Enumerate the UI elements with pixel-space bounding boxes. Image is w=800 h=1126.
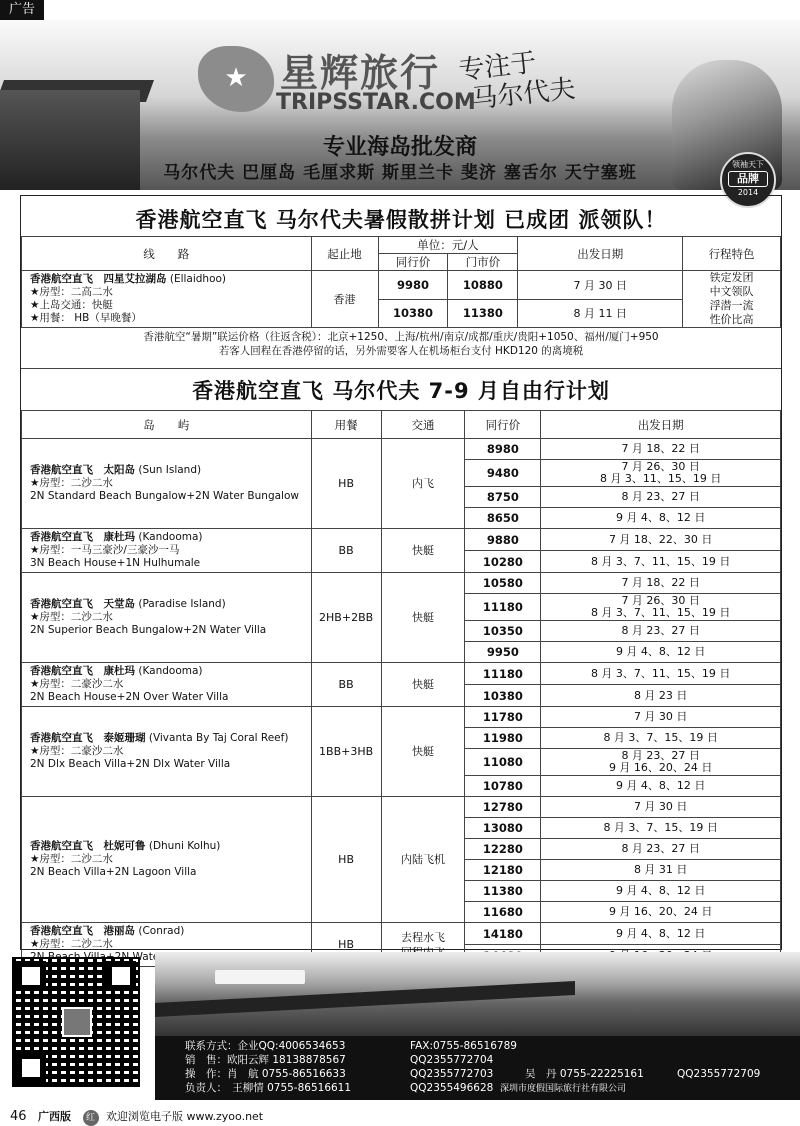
island-cell bbox=[22, 439, 312, 529]
island-name: 香港航空直飞 天堂岛 bbox=[30, 598, 135, 610]
peer-price: 11080 bbox=[465, 749, 541, 776]
col-meal: 用餐 bbox=[311, 411, 381, 439]
footer-photo bbox=[155, 952, 800, 1036]
depart-date: 8 月 3、7、15、19 日 bbox=[541, 728, 781, 749]
island-detail: Water bbox=[132, 951, 164, 963]
peer-price: 12180 bbox=[465, 860, 541, 881]
island-en: (Dhuni Kolhu) bbox=[148, 840, 221, 852]
section1-title: 香港航空直飞 马尔代夫暑假散拼计划 已成团 派领队！ bbox=[135, 208, 667, 232]
transport-cell: 去程水飞 bbox=[381, 923, 465, 967]
depart-date: 7 月 18、22、30 日 bbox=[541, 529, 781, 551]
qr-code[interactable] bbox=[12, 957, 140, 1087]
island-cell bbox=[22, 663, 312, 707]
feature-item: 浮潜一流 bbox=[709, 299, 754, 312]
destinations: 马尔代夫 巴厘岛 毛厘求斯 斯里兰卡 斐济 塞舌尔 天宁塞班 bbox=[163, 163, 637, 183]
slogan-line2: 马尔代夫 bbox=[470, 74, 577, 115]
island-detail: 2N Beach Villa+2N Lagoon Villa bbox=[30, 866, 197, 878]
badge-mid: 品牌 bbox=[728, 171, 768, 187]
site-link[interactable]: 欢迎浏览电子版 www.zyoo.net bbox=[106, 1110, 264, 1123]
contact-manager-qq: QQ2355496628 bbox=[410, 1082, 494, 1094]
feature-item: 铁定发团 bbox=[709, 271, 754, 284]
depart-date: 7 月 18、22 日 bbox=[541, 439, 781, 460]
island-en: (Paradise Island) bbox=[138, 598, 226, 610]
meal-cell: 1BB+3HB bbox=[311, 707, 381, 797]
meal-cell: HB bbox=[311, 797, 381, 923]
depart-date: 7 月 26、30 日 8 月 3、11、15、19 日 bbox=[541, 460, 781, 487]
island-cell bbox=[22, 707, 312, 797]
badge-top: 领袖天下 bbox=[732, 160, 764, 169]
island-name: 香港航空直飞 泰姬珊瑚 bbox=[30, 732, 146, 744]
depart-date: 8 月 31 日 bbox=[541, 860, 781, 881]
feature-item: 中文领队 bbox=[709, 285, 754, 298]
col-feature: 行程特色 bbox=[683, 237, 781, 271]
island-room: ★房型：二豪沙二水 bbox=[30, 678, 124, 690]
island-cell bbox=[22, 797, 312, 923]
peer-price: 9980 bbox=[378, 271, 448, 300]
peer-price: 11680 bbox=[465, 902, 541, 923]
slogan-line1: 专注于 bbox=[457, 47, 538, 86]
contact-ops-qq: QQ2355772703 bbox=[410, 1068, 494, 1080]
depart-date: 8 月 23 日 bbox=[541, 685, 781, 707]
peer-price: 9480 bbox=[465, 460, 541, 487]
peer-price: 8750 bbox=[465, 487, 541, 508]
meal-cell: BB bbox=[311, 663, 381, 707]
island-detail: 2N Superior Beach Bungalow+2N Water Villa bbox=[30, 624, 267, 636]
retail-price: 11380 bbox=[448, 299, 518, 328]
island-en: (Sun Island) bbox=[138, 464, 202, 476]
island-name: 香港航空直飞 康杜玛 bbox=[30, 531, 135, 543]
island-cell bbox=[22, 573, 312, 663]
island-detail: 2N Standard Beach Bungalow+2N Water Bungalow bbox=[30, 490, 299, 502]
peer-price: 13080 bbox=[465, 818, 541, 839]
depart-date: 8 月 3、7、11、15、19 日 bbox=[541, 663, 781, 685]
star-logo-icon: ★ bbox=[198, 46, 274, 112]
transport-cell: 快艇 bbox=[381, 573, 465, 663]
island-detail: 2N Beach House+2N Over Water Villa bbox=[30, 691, 229, 703]
peer-price: 10350 bbox=[465, 621, 541, 642]
section1-table bbox=[21, 236, 781, 328]
contact-block bbox=[155, 1036, 800, 1100]
island-room: ★房型：一马三豪沙/三豪沙一马 bbox=[30, 544, 180, 556]
route-room: ★房型：二高二水 bbox=[30, 286, 113, 298]
peer-price: 8980 bbox=[465, 439, 541, 460]
depart-date: 8 月 23、27 日 bbox=[541, 487, 781, 508]
depart-date: 9 月 16、20、24 日 bbox=[541, 902, 781, 923]
peer-price: 14180 bbox=[465, 923, 541, 945]
meal-cell: HB bbox=[311, 923, 381, 967]
qr-finder bbox=[16, 961, 46, 991]
edition-circle-icon: 红 bbox=[83, 1110, 99, 1126]
brand-name-cn: 星辉旅行 bbox=[280, 51, 441, 95]
qr-finder bbox=[16, 1053, 46, 1083]
meal-cell: BB bbox=[311, 529, 381, 573]
retail-price: 10880 bbox=[448, 271, 518, 300]
edition: 广西版 bbox=[38, 1110, 72, 1123]
depart-date: 8 月 23、27 日 9 月 16、20、24 日 bbox=[541, 749, 781, 776]
ad-label: 广告 bbox=[0, 0, 44, 20]
contact-ops2: 吴 丹 0755-22225161 bbox=[525, 1068, 644, 1080]
peer-price: 10380 bbox=[378, 299, 448, 328]
peer-price: 12780 bbox=[465, 797, 541, 818]
transport-cell: 快艇 bbox=[381, 663, 465, 707]
peer-price: 10380 bbox=[465, 685, 541, 707]
contact-sales: 销 售：欧阳云辉 18138878567 bbox=[185, 1054, 346, 1066]
depart-date: 8 月 3、7、15、19 日 bbox=[541, 818, 781, 839]
depart-date: 7 月 18、22 日 bbox=[541, 573, 781, 594]
depart-date: 7 月 30 日 bbox=[541, 707, 781, 728]
route-meal: ★用餐： HB（早晚餐） bbox=[30, 312, 142, 324]
itinerary-box bbox=[20, 195, 782, 963]
route-transfer: ★上岛交通：快艇 bbox=[30, 299, 113, 311]
col-route: 线 路 bbox=[22, 237, 312, 271]
island-name: 香港航空直飞 太阳岛 bbox=[30, 464, 135, 476]
depart-date: 7 月 26、30 日 8 月 3、7、11、15、19 日 bbox=[541, 594, 781, 621]
page-footer bbox=[10, 1108, 263, 1126]
depart-date: 9 月 4、8、12 日 bbox=[541, 508, 781, 529]
transport-cell: 快艇 bbox=[381, 707, 465, 797]
company-name: 深圳市度假国际旅行社有限公司 bbox=[500, 1084, 627, 1094]
contact-qq: 联系方式：企业QQ:4006534653 bbox=[185, 1040, 346, 1052]
island-en: (Vivanta By Taj Coral Reef) bbox=[148, 732, 289, 744]
contact-fax: FAX:0755-86516789 bbox=[410, 1040, 517, 1052]
table-row bbox=[22, 663, 781, 685]
island-detail: 3N Beach House+1N Hulhumale bbox=[30, 557, 201, 569]
peer-price: 10280 bbox=[465, 551, 541, 573]
island-en: (Kandooma) bbox=[138, 531, 203, 543]
peer-price: 12280 bbox=[465, 839, 541, 860]
depart-date: 8 月 3、7、11、15、19 日 bbox=[541, 551, 781, 573]
depart-date: 8 月 11 日 bbox=[518, 299, 683, 328]
table-row bbox=[22, 529, 781, 551]
island-room: ★房型：二沙二水 bbox=[30, 477, 113, 489]
origin-cell: 香港 bbox=[311, 271, 378, 328]
section2-table bbox=[21, 410, 781, 967]
peer-price: 11980 bbox=[465, 728, 541, 749]
island-name: 香港航空直飞 杜妮可鲁 bbox=[30, 840, 146, 852]
island-name: 香港航空直飞 港丽岛 bbox=[30, 925, 135, 937]
brand-slogan bbox=[457, 44, 577, 116]
qr-finder bbox=[106, 961, 136, 991]
col-retail: 门市价 bbox=[448, 254, 518, 271]
transport-cell: 快艇 bbox=[381, 529, 465, 573]
contact-sales-qq: QQ2355772704 bbox=[410, 1054, 494, 1066]
col-date: 出发日期 bbox=[541, 411, 781, 439]
table-row bbox=[22, 923, 781, 945]
feature-item: 性价比高 bbox=[709, 313, 754, 326]
col-island: 岛 屿 bbox=[22, 411, 312, 439]
island-detail: 2N Dlx Beach Villa+2N Dlx Water Villa bbox=[30, 758, 231, 770]
section2-title: 香港航空直飞 马尔代夫 7-9 月自由行计划 bbox=[21, 368, 781, 405]
depart-date: 8 月 23、27 日 bbox=[541, 621, 781, 642]
col-peer: 同行价 bbox=[465, 411, 541, 439]
island-room: ★房型：二沙二水 bbox=[30, 611, 113, 623]
header-banner bbox=[0, 20, 800, 197]
contact-ops: 操 作：肖 航 0755-86516633 bbox=[185, 1068, 346, 1080]
island-room: ★房型：二沙二水 bbox=[30, 853, 113, 865]
boat-graphic bbox=[215, 970, 305, 984]
transport-cell: 内陆飞机 bbox=[381, 797, 465, 923]
depart-date: 8 月 23、27 日 bbox=[541, 839, 781, 860]
jetty-graphic bbox=[155, 981, 575, 1017]
page-number: 46 bbox=[10, 1109, 27, 1124]
depart-date: 7 月 30 日 bbox=[541, 797, 781, 818]
island-en: (Kandooma) bbox=[138, 665, 203, 677]
peer-price: 10580 bbox=[465, 573, 541, 594]
depart-date: 9 月 4、8、12 日 bbox=[541, 776, 781, 797]
feature-cell bbox=[683, 271, 781, 328]
peer-price: 9880 bbox=[465, 529, 541, 551]
peer-price: 11780 bbox=[465, 707, 541, 728]
contact-manager: 负责人： 王柳情 0755-86516611 bbox=[185, 1082, 352, 1094]
tagline: 专业海岛批发商 bbox=[322, 135, 477, 160]
table-row bbox=[22, 439, 781, 460]
meal-cell: 2HB+2BB bbox=[311, 573, 381, 663]
island-name: 香港航空直飞 康杜玛 bbox=[30, 665, 135, 677]
route-cell bbox=[22, 271, 312, 328]
peer-price: 11180 bbox=[465, 663, 541, 685]
depart-date: 9 月 4、8、12 日 bbox=[541, 923, 781, 945]
peer-price: 9950 bbox=[465, 642, 541, 663]
peer-price: 8650 bbox=[465, 508, 541, 529]
meal-cell: HB bbox=[311, 439, 381, 529]
col-date: 出发日期 bbox=[518, 237, 683, 271]
island-room: ★房型：二沙二水 bbox=[30, 938, 113, 950]
col-transport: 交通 bbox=[381, 411, 465, 439]
peer-price: 11180 bbox=[465, 594, 541, 621]
island-en: (Conrad) bbox=[138, 925, 185, 937]
contact-ops2-qq: QQ2355772709 bbox=[677, 1068, 761, 1080]
route-name: 香港航空直飞 四星艾拉湖岛 bbox=[30, 273, 167, 285]
depart-date: 7 月 30 日 bbox=[518, 271, 683, 300]
badge-year: 2014 bbox=[737, 188, 759, 197]
fare-note: 香港航空“暑期”联运价格（往返含税）：北京+1250、上海/杭州/南京/成都/重庆/贵阳+1050、福州/厦门+950 bbox=[143, 331, 659, 343]
col-unit: 单位：元/人 bbox=[378, 237, 518, 254]
depart-date: 9 月 4、8、12 日 bbox=[541, 642, 781, 663]
island-cell bbox=[22, 529, 312, 573]
col-peer: 同行价 bbox=[378, 254, 448, 271]
peer-price: 11380 bbox=[465, 881, 541, 902]
island-room: ★房型：二豪沙二水 bbox=[30, 745, 124, 757]
brand-name-en: TRIPSSTAR.COM bbox=[276, 90, 476, 115]
tax-note: 若客人回程在香港停留的话，另外需要客人在机场柜台支付 HKD120 的离境税 bbox=[218, 345, 584, 357]
transport-cell: 内飞 bbox=[381, 439, 465, 529]
route-en: (Ellaidhoo) bbox=[169, 273, 227, 285]
table-row bbox=[22, 707, 781, 728]
col-origin: 起止地 bbox=[311, 237, 378, 271]
peer-price: 10780 bbox=[465, 776, 541, 797]
table-row bbox=[22, 573, 781, 594]
depart-date: 9 月 4、8、12 日 bbox=[541, 881, 781, 902]
qr-logo bbox=[62, 1007, 92, 1037]
table-row bbox=[22, 797, 781, 818]
